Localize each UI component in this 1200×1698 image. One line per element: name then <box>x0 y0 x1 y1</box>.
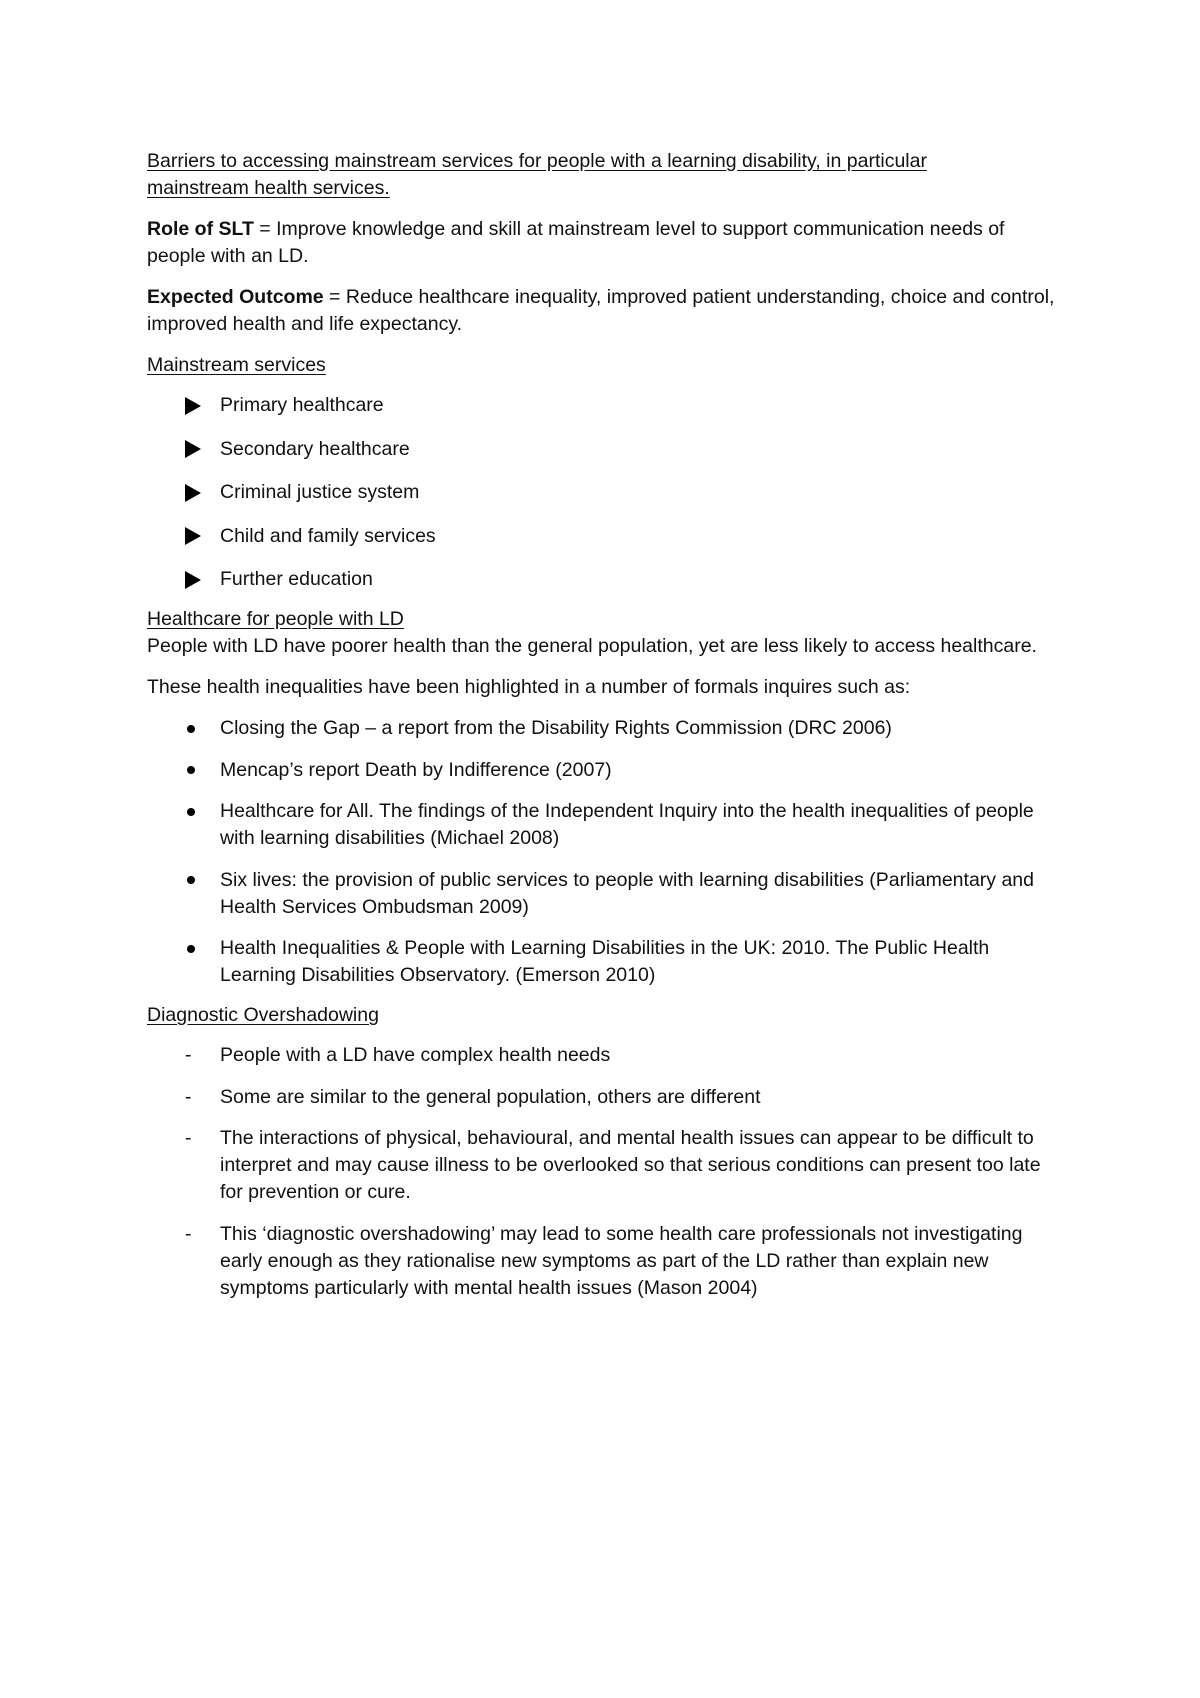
bullet-dot-icon <box>185 757 207 784</box>
outcome-text: = Reduce healthcare inequality, improved patient understanding, choice and control, improved health and life expectancy. <box>147 286 1055 335</box>
list-item: - Some are similar to the general population, others are different <box>147 1084 1067 1111</box>
list-item: Closing the Gap – a report from the Disability Rights Commission (DRC 2006) <box>147 715 1067 742</box>
bullet-dot-icon <box>185 715 207 742</box>
inquiries-list <box>147 715 1067 989</box>
healthcare-title: Healthcare for people with LD <box>147 608 404 630</box>
role-text: = Improve knowledge and skill at mainstream level to support communication needs of people with an LD. <box>147 218 1005 267</box>
document-heading <box>147 148 1067 202</box>
document-page <box>147 148 1067 1316</box>
heading-line-1: Barriers to accessing mainstream services for people with a learning disability, in particular <box>147 150 927 172</box>
list-item: Healthcare for All. The findings of the Independent Inquiry into the health inequalities of people with learning disabilities (Michael 2008) <box>147 798 1067 852</box>
list-item: Six lives: the provision of public services to people with learning disabilities (Parliamentary and Health Services Ombudsman 2009) <box>147 867 1067 921</box>
list-item: Primary healthcare <box>147 392 1067 419</box>
bullet-dot-icon <box>185 798 207 825</box>
list-item: Mencap’s report Death by Indifference (2007) <box>147 757 1067 784</box>
role-paragraph <box>147 216 1067 270</box>
dash-bullet-icon: - <box>185 1044 192 1066</box>
healthcare-lead: These health inequalities have been highlighted in a number of formals inquires such as: <box>147 676 911 698</box>
list-item: Secondary healthcare <box>147 436 1067 463</box>
list-item: Child and family services <box>147 523 1067 550</box>
list-item: - The interactions of physical, behavioural, and mental health issues can appear to be difficult to interpret and may cause illness to be overlooked so that serious conditions can present too late for prevention or cure. <box>185 1127 1041 1203</box>
list-item: Further education <box>147 566 1067 593</box>
overshadowing-title: Diagnostic Overshadowing <box>147 1004 379 1026</box>
healthcare-intro: People with LD have poorer health than the general population, yet are less likely to access healthcare. <box>147 635 1037 657</box>
list-item: - This ‘diagnostic overshadowing’ may lead to some health care professionals not investigating early enough as they rationalise new symptoms as part of the LD rather than explain new symptoms particularly with mental health issues (Mason 2004) <box>185 1222 1023 1299</box>
overshadowing-list <box>147 1042 1067 1302</box>
outcome-paragraph <box>147 284 1067 338</box>
mainstream-title: Mainstream services <box>147 354 326 376</box>
mainstream-list <box>147 392 1067 593</box>
list-item: Health Inequalities & People with Learning Disabilities in the UK: 2010. The Public Health Learning Disabilities Observatory. (Emerson 2010) <box>147 935 1067 989</box>
triangle-bullet-icon <box>185 566 207 593</box>
dash-bullet-icon: - <box>185 1085 192 1108</box>
triangle-bullet-icon <box>185 436 207 463</box>
role-label: Role of SLT <box>147 218 254 240</box>
bullet-dot-icon <box>185 935 207 962</box>
list-item: - People with a LD have complex health needs <box>147 1042 1067 1069</box>
triangle-bullet-icon <box>185 523 207 550</box>
triangle-bullet-icon <box>185 479 207 506</box>
heading-line-2: mainstream health services. <box>147 177 390 199</box>
triangle-bullet-icon <box>185 392 207 419</box>
dash-bullet-icon: - <box>185 1222 192 1245</box>
bullet-dot-icon <box>185 867 207 894</box>
outcome-label: Expected Outcome <box>147 286 324 308</box>
list-item: Criminal justice system <box>147 479 1067 506</box>
dash-bullet-icon: - <box>185 1127 192 1149</box>
